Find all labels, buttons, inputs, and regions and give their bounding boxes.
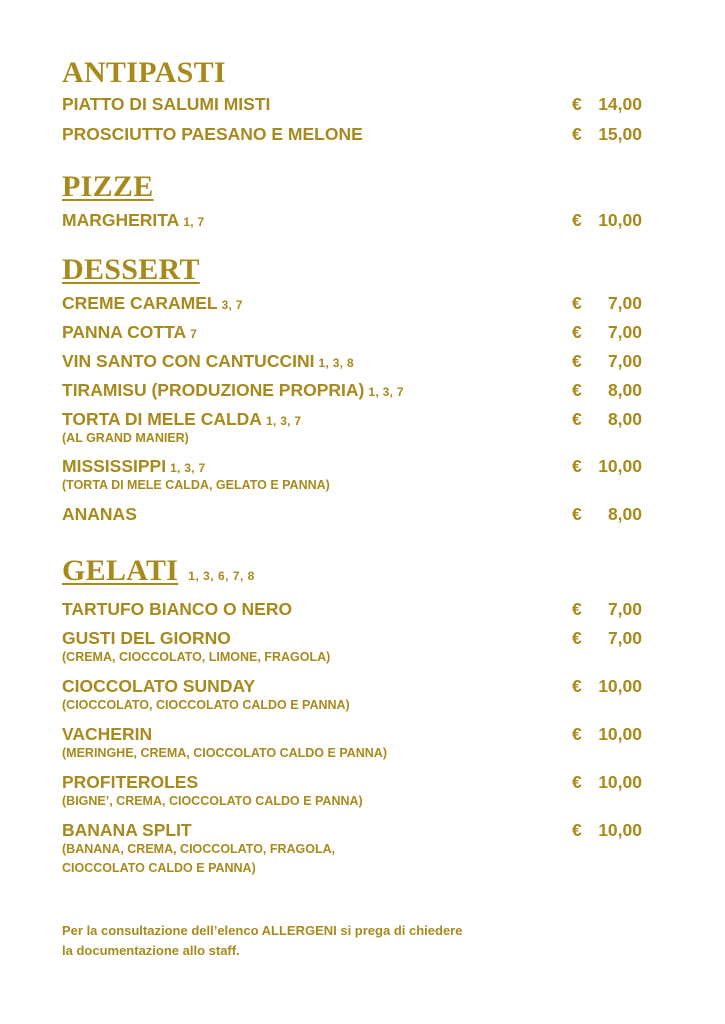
menu-item	[62, 380, 642, 400]
menu	[62, 58, 642, 878]
item-price: € 7,00	[572, 322, 642, 342]
item-description: (BANANA, CREMA, CIOCCOLATO, FRAGOLA,	[62, 842, 336, 856]
item-price: € 10,00	[572, 820, 642, 840]
allergen-codes: 7	[190, 327, 198, 341]
item-name: MARGHERITA 1, 7	[62, 210, 205, 230]
section-title: ANTIPASTI	[62, 56, 226, 89]
item-price: € 15,00	[572, 124, 642, 144]
allergen-codes: 1, 3, 6, 7, 8	[188, 569, 255, 583]
section-gelati	[62, 556, 642, 878]
menu-item	[62, 94, 642, 114]
item-price: € 10,00	[572, 724, 642, 744]
section-dessert	[62, 255, 642, 524]
menu-item	[62, 351, 642, 371]
allergen-note-line-1: Per la consultazione dell’elenco ALLERGENI si prega di chiedere	[62, 923, 463, 938]
item-description: CIOCCOLATO CALDO E PANNA)	[62, 861, 256, 875]
allergen-codes: 1, 3, 7	[170, 461, 206, 475]
allergen-codes: 1, 3, 8	[318, 356, 354, 370]
item-price: € 10,00	[572, 676, 642, 696]
section-antipasti	[62, 58, 642, 144]
item-name: TARTUFO BIANCO O NERO	[62, 599, 293, 619]
menu-item	[62, 293, 642, 313]
item-name: PANNA COTTA 7	[62, 322, 198, 342]
allergen-codes: 1, 3, 7	[265, 414, 302, 428]
item-price: € 8,00	[572, 409, 642, 429]
section-title: PIZZE	[62, 170, 154, 203]
item-name: BANANA SPLIT	[62, 820, 192, 840]
allergen-note-line-2: la documentazione allo staff.	[62, 943, 240, 958]
item-description: (MERINGHE, CREMA, CIOCCOLATO CALDO E PANNA)	[62, 746, 387, 760]
item-name: CREME CARAMEL 3, 7	[62, 293, 243, 313]
item-name: CIOCCOLATO SUNDAY	[62, 676, 256, 696]
item-description: (AL GRAND MANIER)	[62, 431, 189, 445]
allergen-codes: 3, 7	[221, 298, 243, 312]
menu-item	[62, 599, 642, 619]
menu-item	[62, 628, 642, 667]
allergen-codes: 1, 3, 7	[368, 385, 404, 399]
menu-item	[62, 676, 642, 715]
item-name: ANANAS	[62, 504, 137, 524]
menu-item	[62, 322, 642, 342]
menu-item	[62, 772, 642, 811]
item-description: (TORTA DI MELE CALDA, GELATO E PANNA)	[62, 478, 330, 492]
item-price: € 14,00	[572, 94, 642, 114]
allergen-note	[62, 921, 462, 961]
menu-item	[62, 820, 642, 878]
menu-item	[62, 409, 642, 448]
item-price: € 7,00	[572, 351, 642, 371]
item-name: TORTA DI MELE CALDA 1, 3, 7	[62, 409, 302, 429]
item-price: € 8,00	[572, 504, 642, 524]
item-price: € 10,00	[572, 456, 642, 476]
item-name: PIATTO DI SALUMI MISTI	[62, 94, 271, 114]
allergen-codes: 1, 7	[183, 215, 205, 229]
item-price: € 10,00	[572, 210, 642, 230]
menu-item	[62, 124, 642, 144]
item-description: (BIGNE’, CREMA, CIOCCOLATO CALDO E PANNA)	[62, 794, 363, 808]
item-name: VIN SANTO CON CANTUCCINI 1, 3, 8	[62, 351, 354, 371]
item-name: PROSCIUTTO PAESANO E MELONE	[62, 124, 363, 144]
section-title: GELATI 1, 3, 6, 7, 8	[62, 554, 255, 587]
item-price: € 7,00	[572, 599, 642, 619]
menu-item	[62, 504, 642, 524]
item-name: GUSTI DEL GIORNO	[62, 628, 231, 648]
item-name: MISSISSIPPI 1, 3, 7	[62, 456, 206, 476]
section-title: DESSERT	[62, 253, 200, 286]
item-description: (CIOCCOLATO, CIOCCOLATO CALDO E PANNA)	[62, 698, 350, 712]
menu-item	[62, 210, 642, 230]
item-name: PROFITEROLES	[62, 772, 199, 792]
item-name: VACHERIN	[62, 724, 153, 744]
menu-item	[62, 456, 642, 495]
item-price: € 8,00	[572, 380, 642, 400]
menu-item	[62, 724, 642, 763]
item-description: (CREMA, CIOCCOLATO, LIMONE, FRAGOLA)	[62, 650, 331, 664]
item-name: TIRAMISU (PRODUZIONE PROPRIA) 1, 3, 7	[62, 380, 404, 400]
item-price: € 7,00	[572, 628, 642, 648]
item-price: € 10,00	[572, 772, 642, 792]
section-pizze	[62, 172, 642, 230]
item-price: € 7,00	[572, 293, 642, 313]
